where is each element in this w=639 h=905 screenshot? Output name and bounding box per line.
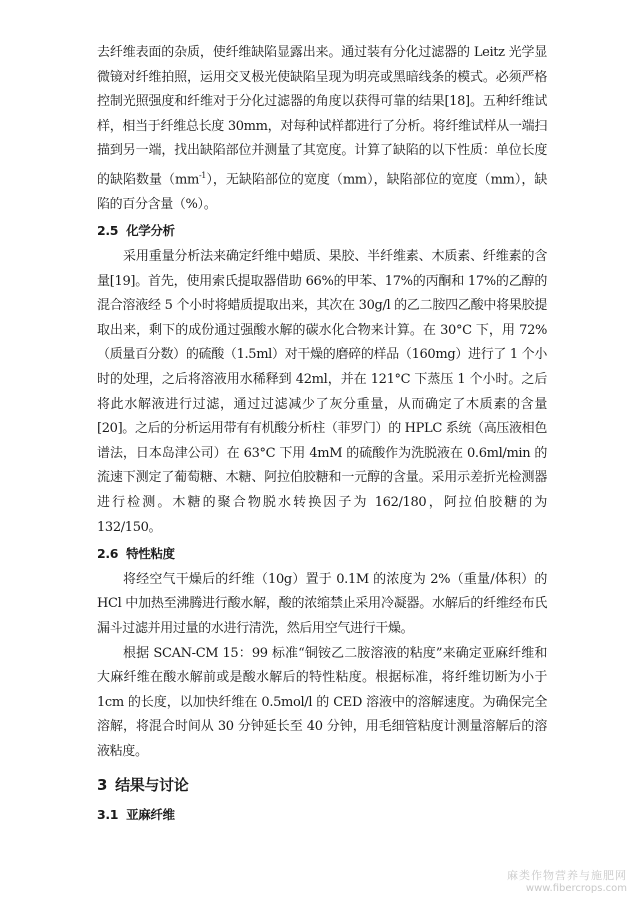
watermark xyxy=(507,869,627,895)
section-heading-2-6 xyxy=(97,542,547,567)
section-number: 2.5 xyxy=(97,223,119,239)
section-title: 结果与讨论 xyxy=(115,775,189,794)
paragraph: 根据 SCAN-CM 15：99 标准“铜铵乙二胺溶液的粘度”来确定亚麻纤维和大麻纤维在酸水解前或是酸水解后的特性粘度。根据标准，将纤维切断为小于 1cm 的长度，以加快纤维在 0.5mol/l 的 CED 溶液中的溶解速度。为确保完全溶解，将混合时间从 30 分钟延长至 40 分钟，用毛细管粘度计测量溶解后的溶液粘度。 xyxy=(97,645,547,759)
document-body xyxy=(97,41,547,828)
paragraph xyxy=(97,41,547,217)
section-number: 3.1 xyxy=(97,807,119,823)
section-number: 2.6 xyxy=(97,546,119,562)
superscript: -1 xyxy=(198,170,207,180)
section-number: 3 xyxy=(97,775,108,794)
section-title: 化学分析 xyxy=(126,223,175,239)
section-heading-3-1 xyxy=(97,803,547,828)
section-title: 亚麻纤维 xyxy=(126,807,175,823)
paragraph-text: 去纤维表面的杂质，使纤维缺陷显露出来。通过装有分化过滤器的 Leitz 光学显微镜对纤维拍照，运用交叉极光使缺陷呈现为明亮或黑暗线条的模式。必须严格控制光照强度和纤维对于分化过滤器的角度以获得可靠的结果[18]。五种纤维试样，相当于纤维总长度 30mm，对每种试样都进行了分析。将纤维试样从一端扫描到另一端，找出缺陷部位并测量了其宽度。计算了缺陷的以下性质：单位长度的缺陷数量（mm xyxy=(97,45,547,188)
paragraph: 将经空气干燥后的纤维（10g）置于 0.1M 的浓度为 2%（重量/体积）的 HCl 中加热至沸腾进行酸水解，酸的浓缩禁止采用冷凝器。水解后的纤维经布氏漏斗过滤并用过量的水进行清洗，然后用空气进行干燥。 xyxy=(97,571,547,636)
paragraph: 采用重量分析法来确定纤维中蜡质、果胶、半纤维素、木质素、纤维素的含量[19]。首先，使用索氏提取器借助 66%的甲苯、17%的丙酮和 17%的乙醇的混合溶液经 5 个小时将蜡质提取出来，其次在 30g/l 的乙二胺四乙酸中将果胶提取出来，剩下的成份通过强酸水解的碳水化合物来计算。在 30°C 下，用 72%（质量百分数）的硫酸（1.5ml）对干燥的磨碎的样品（160mg）进行了 1 个小时的处理，之后将溶液用水稀释到 42ml，并在 121°C 下蒸压 1 个小时。之后将此水解液进行过滤，通过过滤减少了灰分重量，从而确定了木质素的含量[20]。之后的分析运用带有有机酸分析柱（菲罗门）的 HPLC 系统（高压液相色谱法，日本岛津公司）在 63°C 下用 4mM 的硫酸作为洗脱液在 0.6ml/min 的流速下测定了葡萄糖、木糖、阿拉伯胶糖和一元醇的含量。采用示差折光检测器进行检测。木糖的聚合物脱水转换因子为 162/180，阿拉伯胶糖的为 132/150。 xyxy=(97,249,547,535)
section-heading-3 xyxy=(97,773,547,798)
watermark-url: www.fibercrops.com xyxy=(525,883,627,894)
paragraph-text: ），无缺陷部位的宽度（mm），缺陷部位的宽度（mm），缺陷的百分含量（%）。 xyxy=(97,172,548,212)
section-title: 特性粘度 xyxy=(126,546,175,562)
section-heading-2-5 xyxy=(97,219,547,244)
watermark-title: 麻类作物营养与施肥网 xyxy=(507,869,627,882)
